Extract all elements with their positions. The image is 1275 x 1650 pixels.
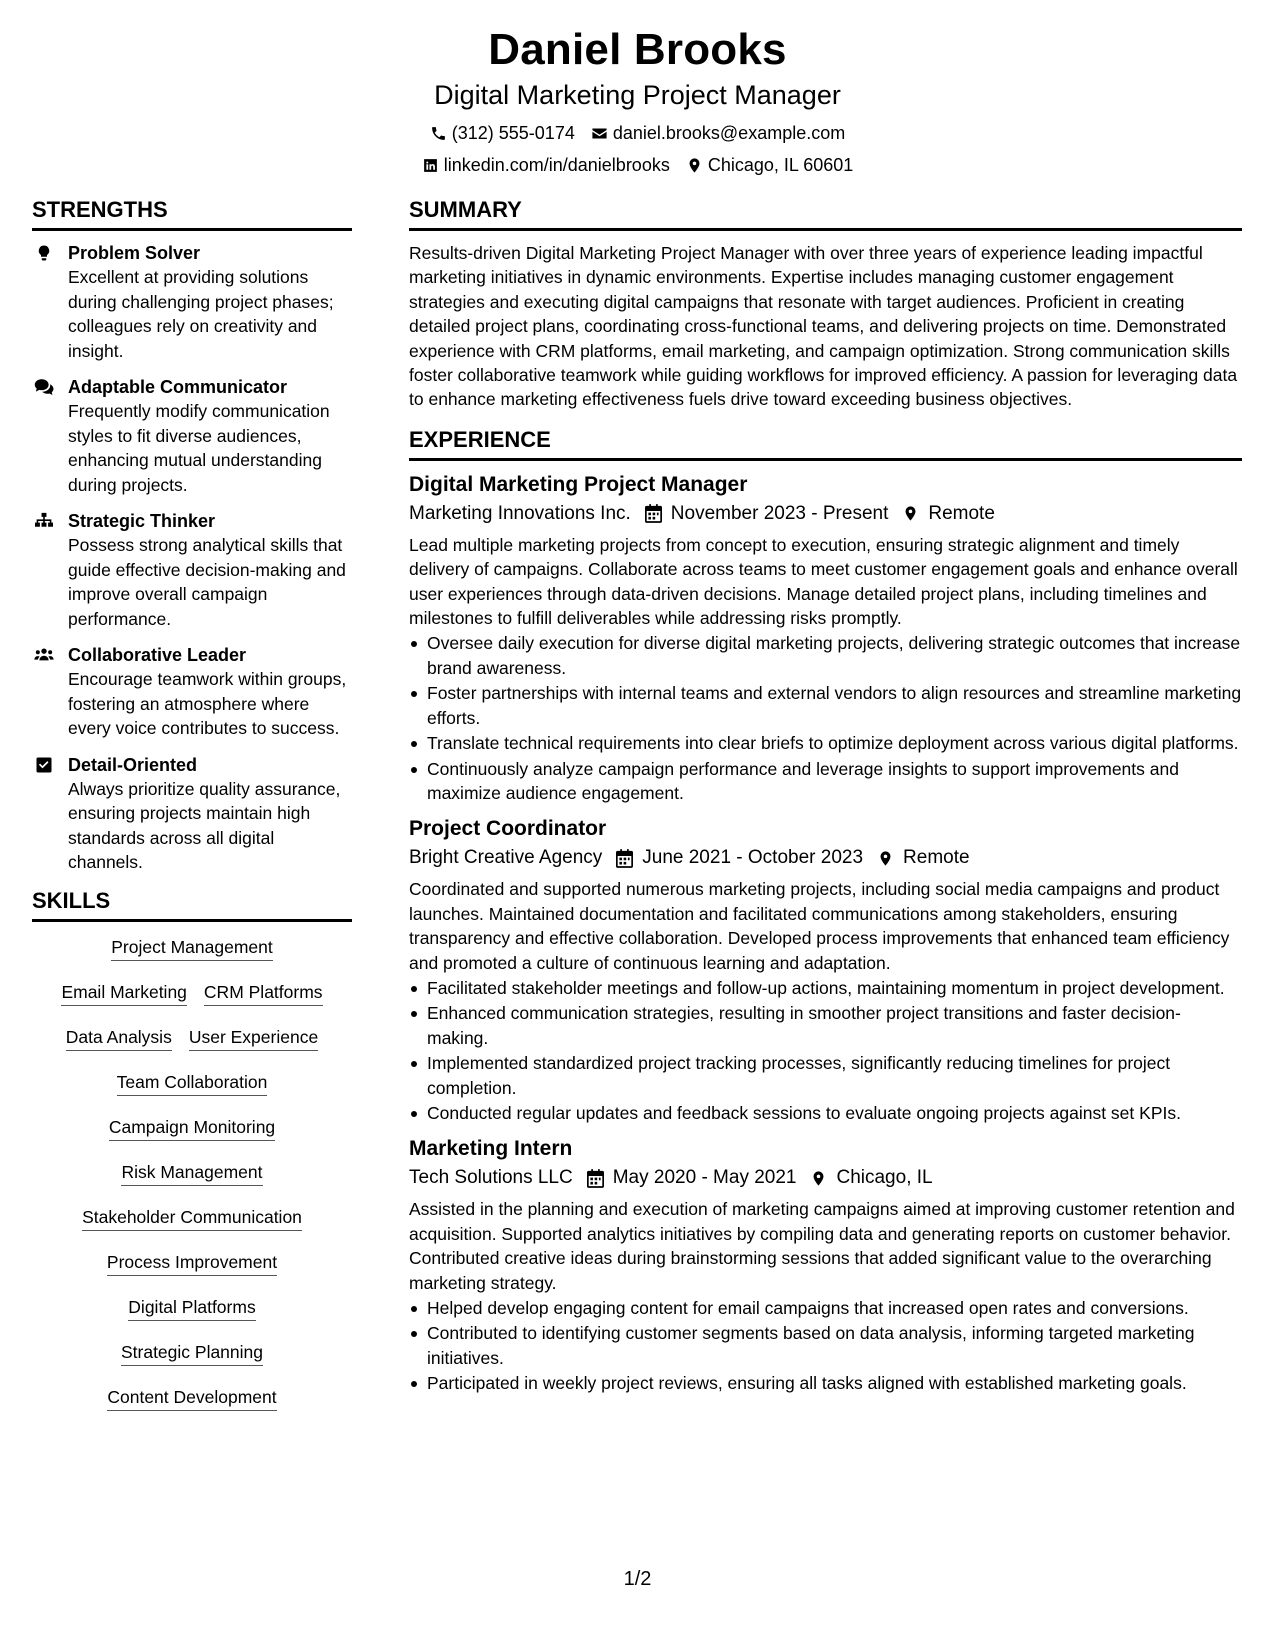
- skill-tag: Team Collaboration: [117, 1071, 268, 1096]
- skill-tag: Email Marketing: [61, 981, 186, 1006]
- job-bullets: [409, 631, 1242, 805]
- strength-title: Collaborative Leader: [68, 645, 247, 665]
- skill-tag: Digital Platforms: [128, 1296, 255, 1321]
- job-entry: [409, 1135, 1242, 1395]
- job-company: Tech Solutions LLC: [409, 1167, 573, 1189]
- job-dates: November 2023 - Present: [670, 502, 889, 524]
- job-meta: [409, 845, 1242, 871]
- skill-tag: Data Analysis: [66, 1026, 172, 1051]
- phone-contact: [430, 122, 575, 144]
- job-bullet: Conducted regular updates and feedback sessions to evaluate ongoing projects against set KPIs.: [409, 1101, 1242, 1125]
- job-title: Project Coordinator: [409, 817, 607, 841]
- strength-title: Detail-Oriented: [68, 754, 198, 775]
- phone-text: (312) 555-0174: [451, 123, 575, 143]
- strength-desc: Always prioritize quality assurance, ensuring projects maintain high standards across all digital channels.: [68, 778, 341, 872]
- summary-heading: SUMMARY: [409, 196, 1242, 231]
- skill-tag: Campaign Monitoring: [109, 1116, 275, 1141]
- users-icon: [34, 646, 54, 664]
- calendar-icon: [616, 849, 633, 868]
- strength-desc: Encourage teamwork within groups, fostering an atmosphere where every voice contributes to success.: [68, 669, 347, 738]
- location-text: Chicago, IL 60601: [707, 155, 854, 175]
- job-bullet: Foster partnerships with internal teams and external vendors to align resources and streamline marketing efforts.: [409, 681, 1242, 730]
- job-location: Chicago, IL: [836, 1167, 933, 1189]
- job-meta: [409, 501, 1242, 527]
- skill-tag: Process Improvement: [107, 1251, 277, 1276]
- contact-row-1: [0, 122, 1275, 144]
- job-location: Remote: [928, 502, 995, 524]
- location-contact: [686, 154, 853, 176]
- strength-item: [32, 375, 352, 497]
- linkedin-contact[interactable]: [422, 154, 670, 176]
- strength-item: [32, 241, 352, 363]
- envelope-icon: [591, 125, 608, 142]
- job-bullet: Enhanced communication strategies, resulting in smoother project transitions and faster decision-making.: [409, 1001, 1242, 1050]
- strength-title: Strategic Thinker: [68, 511, 216, 531]
- email-link[interactable]: daniel.brooks@example.com: [612, 123, 846, 143]
- job-bullet: Contributed to identifying customer segments based on data analysis, informing targeted marketing initiatives.: [409, 1321, 1242, 1370]
- candidate-name: Daniel Brooks: [488, 25, 787, 74]
- skill-tag: Strategic Planning: [121, 1341, 263, 1366]
- job-location: Remote: [903, 847, 970, 869]
- right-column: [409, 196, 1242, 1406]
- job-bullet: Participated in weekly project reviews, ensuring all tasks aligned with established marketing goals.: [409, 1371, 1242, 1395]
- job-bullet: Translate technical requirements into clear briefs to optimize deployment across various digital platforms.: [409, 731, 1242, 755]
- strength-title: Adaptable Communicator: [68, 377, 288, 397]
- job-title: Digital Marketing Project Manager: [409, 472, 748, 496]
- phone-icon: [430, 125, 447, 142]
- strength-item: [32, 509, 352, 631]
- strength-desc: Possess strong analytical skills that guide effective decision-making and improve overall campaign performance.: [68, 535, 346, 629]
- job-company: Marketing Innovations Inc.: [409, 502, 631, 524]
- calendar-icon: [645, 504, 662, 523]
- skill-tag: Risk Management: [121, 1161, 262, 1186]
- job-description: Coordinated and supported numerous marketing projects, including social media campaigns and product launches. Maintained documentation and facilitated communications among stakeholders, ensuring transparency and effective collaboration. Developed process improvements that enhanced team efficiency and promoted a culture of continuous learning and adaptation.: [409, 879, 1230, 973]
- map-pin-icon: [902, 504, 919, 523]
- job-bullet: Implemented standardized project tracking processes, significantly reducing timelines for project completion.: [409, 1051, 1242, 1100]
- experience-heading: EXPERIENCE: [409, 426, 1242, 461]
- job-bullets: [409, 976, 1242, 1125]
- map-pin-icon: [686, 157, 703, 174]
- job-meta: [409, 1165, 1242, 1191]
- job-description: Lead multiple marketing projects from concept to execution, ensuring strategic alignment and timely delivery of campaigns. Collaborate across teams to meet customer engagement goals and enhance overall user experiences through data-driven decisions. Manage detailed project plans, including timelines and milestones to fulfill deliverables while addressing risks promptly.: [409, 534, 1238, 629]
- summary-text: Results-driven Digital Marketing Project Manager with over three years of experience leading impactful marketing initiatives in dynamic environments. Expertise includes managing customer engagement strategies and executing digital campaigns that resonate with target audiences. Proficient in creating detailed project plans, coordinating cross-functional teams, and delivering projects on time. Demonstrated experience with CRM platforms, email marketing, and campaign optimization. Strong communication skills foster collaborative teamwork while guiding workflows for improved efficiency. A passion for leveraging data to enhance marketing effectiveness fuels drive toward exceeding business objectives.: [409, 243, 1238, 410]
- job-dates: May 2020 - May 2021: [612, 1167, 797, 1189]
- skill-tag: Content Development: [107, 1386, 276, 1411]
- strength-item: [32, 753, 352, 875]
- job-entry: [409, 815, 1242, 1125]
- email-contact[interactable]: [591, 122, 845, 144]
- strengths-heading: STRENGTHS: [32, 196, 352, 231]
- job-dates: June 2021 - October 2023: [642, 847, 864, 869]
- check-square-icon: [34, 756, 54, 774]
- comments-icon: [34, 378, 54, 396]
- candidate-title: Digital Marketing Project Manager: [434, 80, 841, 110]
- skill-tag: CRM Platforms: [204, 981, 323, 1006]
- map-pin-icon: [877, 849, 894, 868]
- job-company: Bright Creative Agency: [409, 847, 603, 869]
- skill-tag: Stakeholder Communication: [82, 1206, 302, 1231]
- job-entry: [409, 471, 1242, 805]
- skill-tag: Project Management: [111, 936, 272, 961]
- linkedin-link[interactable]: linkedin.com/in/danielbrooks: [443, 155, 670, 175]
- sitemap-icon: [34, 512, 54, 530]
- calendar-icon: [587, 1169, 604, 1188]
- job-bullet: Oversee daily execution for diverse digital marketing projects, delivering strategic outcomes that increase brand awareness.: [409, 631, 1242, 680]
- resume-header: [0, 24, 1275, 176]
- strength-title: Problem Solver: [68, 243, 201, 263]
- job-title: Marketing Intern: [409, 1137, 573, 1161]
- left-column: [32, 196, 352, 1431]
- skills-heading: SKILLS: [32, 887, 352, 922]
- job-bullet: Helped develop engaging content for email campaigns that increased open rates and conversions.: [409, 1296, 1242, 1320]
- job-bullets: [409, 1296, 1242, 1396]
- map-pin-icon: [810, 1169, 827, 1188]
- strength-desc: Excellent at providing solutions during challenging project phases; colleagues rely on creativity and insight.: [68, 267, 334, 361]
- job-bullet: Facilitated stakeholder meetings and follow-up actions, maintaining momentum in project development.: [409, 976, 1242, 1000]
- job-description: Assisted in the planning and execution of marketing campaigns aimed at improving customer retention and acquisition. Supported analytics initiatives by compiling data and generating reports on customer behavior. Contributed creative ideas during brainstorming sessions that added significant value to the overarching marketing strategy.: [409, 1199, 1235, 1293]
- skills-list: [32, 932, 352, 1411]
- contact-row-2: [0, 154, 1275, 176]
- strength-desc: Frequently modify communication styles to fit diverse audiences, enhancing mutual understanding during projects.: [68, 401, 330, 495]
- linkedin-icon: [422, 157, 439, 174]
- skill-tag: User Experience: [189, 1026, 318, 1051]
- strength-item: [32, 643, 352, 741]
- job-bullet: Continuously analyze campaign performance and leverage insights to support improvements and maximize audience engagement.: [409, 757, 1242, 806]
- lightbulb-icon: [34, 244, 54, 262]
- page-number: 1/2: [623, 1568, 652, 1590]
